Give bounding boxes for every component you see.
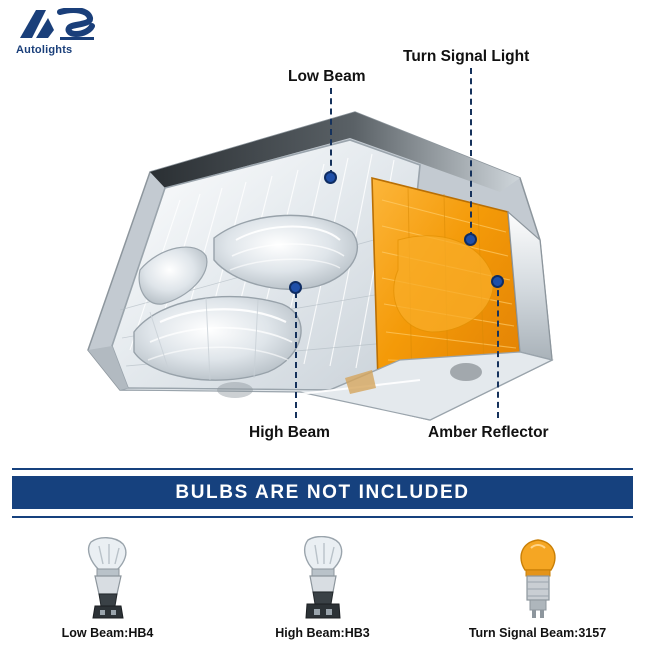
bulbs-not-included-banner bbox=[12, 476, 633, 509]
bulb-item-turn-signal bbox=[430, 522, 645, 640]
headlight-assembly-illustration bbox=[0, 60, 645, 465]
hb4-bulb-icon bbox=[69, 536, 147, 622]
hb3-bulb-icon bbox=[284, 536, 362, 622]
bulb-item-high-beam bbox=[215, 522, 430, 640]
callout-dot-high-beam bbox=[289, 281, 302, 294]
banner-divider-top bbox=[12, 468, 633, 470]
callout-dot-turn-signal bbox=[464, 233, 477, 246]
3157-bulb-icon bbox=[499, 536, 577, 622]
leader-line-high-beam bbox=[295, 292, 297, 418]
bulb-art-low-beam bbox=[69, 536, 147, 622]
callout-label-low-beam: Low Beam bbox=[288, 68, 366, 85]
callout-label-high-beam: High Beam bbox=[249, 424, 330, 441]
banner-divider-bottom bbox=[12, 516, 633, 518]
bulb-caption-high-beam: High Beam:HB3 bbox=[275, 626, 370, 640]
bulb-caption-turn-signal: Turn Signal Beam:3157 bbox=[468, 626, 607, 640]
bulb-reference-row bbox=[0, 522, 645, 640]
callout-label-turn-signal: Turn Signal Light bbox=[403, 48, 530, 65]
leader-line-low-beam bbox=[330, 88, 332, 176]
bulb-art-turn-signal bbox=[499, 536, 577, 622]
callout-dot-low-beam bbox=[324, 171, 337, 184]
brand-logo bbox=[14, 8, 106, 60]
product-image bbox=[0, 60, 645, 465]
bulb-art-high-beam bbox=[284, 536, 362, 622]
as-logo-icon bbox=[14, 8, 106, 46]
callout-dot-amber-reflector bbox=[491, 275, 504, 288]
leader-line-turn-signal bbox=[470, 68, 472, 238]
bulb-caption-low-beam: Low Beam:HB4 bbox=[61, 626, 154, 640]
callout-label-amber-reflector: Amber Reflector bbox=[428, 424, 549, 441]
leader-line-amber-reflector bbox=[497, 280, 499, 418]
brand-name: Autolights bbox=[16, 44, 73, 56]
banner-text: BULBS ARE NOT INCLUDED bbox=[175, 481, 470, 503]
bulb-item-low-beam bbox=[0, 522, 215, 640]
